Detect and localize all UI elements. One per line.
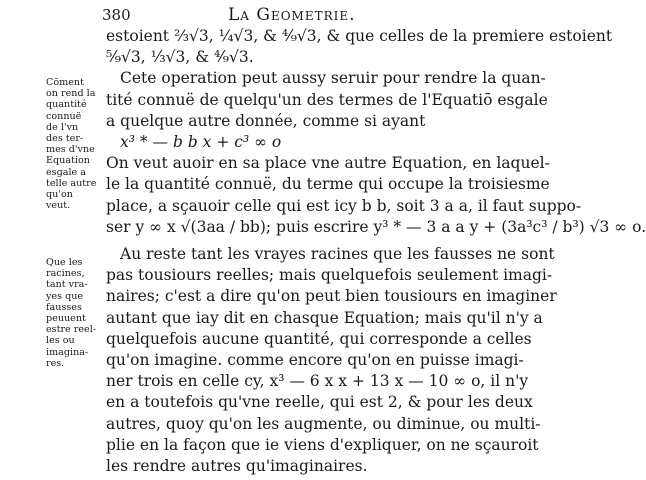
marginal-note-line: fausses: [46, 301, 82, 313]
text-line: pas tousiours reelles; mais quelquefois seulement imagi-: [106, 266, 553, 285]
marginal-note-line: Equation: [46, 155, 90, 167]
text-line: le la quantité connuë, du terme qui occupe la troisiesme: [106, 175, 550, 194]
marginal-note-1: [46, 77, 106, 211]
marginal-note-line: qu'on: [46, 189, 73, 201]
running-head: La Geometrie.: [228, 5, 356, 25]
text-line: naires; c'est a dire qu'on peut bien tousiours en imaginer: [106, 287, 557, 306]
text-line: ner trois en celle cy, x³ — 6 x x + 13 x — 10 ∞ o, il n'y: [106, 372, 529, 391]
marginal-note-line: connuë: [46, 110, 82, 122]
marginal-note-line: peuuent: [46, 313, 86, 325]
marginal-note-line: tant vra-: [46, 279, 88, 291]
marginal-note-line: yes que: [46, 290, 84, 302]
main-text: [106, 26, 646, 477]
text-line: autant que iay dit en chasque Equation; mais qu'il n'y a: [106, 308, 543, 327]
marginal-note-line: Cōment: [46, 77, 84, 88]
marginal-note-line: des ter-: [46, 133, 84, 145]
marginal-note-line: esgale a: [46, 166, 86, 178]
marginal-note-line: on rend la: [46, 88, 96, 100]
marginal-note-line: res.: [46, 357, 65, 369]
marginal-note-2: [46, 257, 106, 369]
marginal-note-line: Que les: [46, 257, 83, 268]
text-line: ⁵⁄₉√3, ⅓√3, & ⁴⁄₉√3.: [106, 48, 254, 67]
marginal-note-line: mes d'vne: [46, 144, 95, 156]
text-line: les rendre autres qu'imaginaires.: [106, 457, 368, 476]
text-line: plie en la façon que ie viens d'expliquer, on ne sçauroit: [106, 435, 539, 454]
text-line: quelquefois aucune quantité, qui corresponde a celles: [106, 329, 532, 348]
text-line: Au reste tant les vrayes racines que les fausses ne sont: [120, 245, 555, 264]
text-line: tité connuë de quelqu'un des termes de l'Equatiō esgale: [106, 90, 548, 109]
text-line: a quelque autre donnée, comme si ayant: [106, 111, 426, 130]
text-line: On veut auoir en sa place vne autre Equation, en laquel-: [106, 154, 550, 173]
text-line: en a toutefois qu'vne reelle, qui est 2, & pour les deux: [106, 393, 533, 412]
text-line: qu'on imagine. comme encore qu'on en puisse imagi-: [106, 351, 524, 370]
marginal-note-line: quantité: [46, 99, 87, 111]
marginal-note-line: les ou: [46, 335, 75, 347]
page-number: 380: [102, 6, 131, 24]
text-line: autres, quoy qu'on les augmente, ou diminue, ou multi-: [106, 414, 541, 433]
marginal-note-line: estre reel-: [46, 324, 97, 336]
marginal-note-line: racines,: [46, 268, 85, 280]
marginal-note-line: telle autre: [46, 177, 97, 189]
marginal-note-line: veut.: [46, 200, 71, 212]
text-line: estoient ⅔√3, ¼√3, & ⁴⁄₉√3, & que celles de la premiere estoient: [106, 27, 613, 45]
marginal-note-line: de l'vn: [46, 121, 79, 133]
text-line: place, a sçauoir celle qui est icy b b, soit 3 a a, il faut suppo-: [106, 196, 582, 215]
text-line: Cete operation peut aussy seruir pour rendre la quan-: [120, 69, 546, 88]
text-line: ser y ∞ x √(3aa / bb); puis escrire y³ * — 3 a a y + (3a³c³ / b³) √3 ∞ o.: [106, 217, 646, 236]
equation-line: x³ * — b b x + c³ ∞ o: [120, 133, 282, 152]
marginal-note-line: imagina-: [46, 346, 89, 358]
